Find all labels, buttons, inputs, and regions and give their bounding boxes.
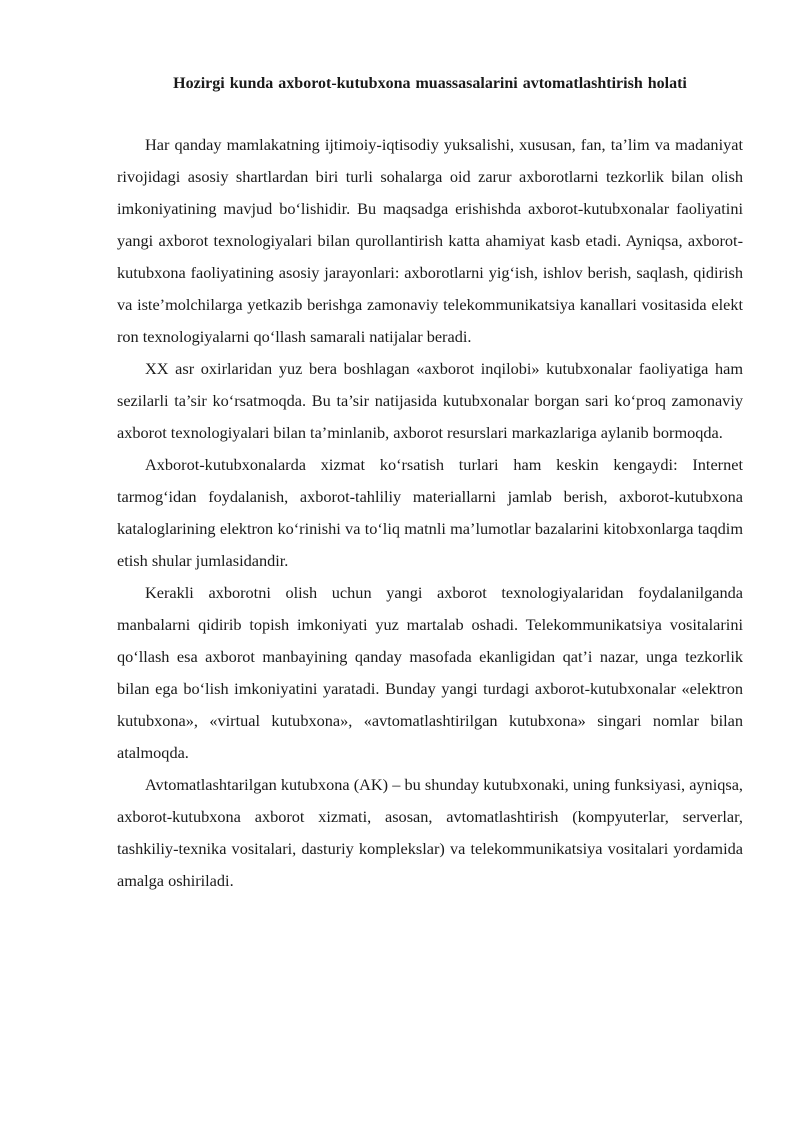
paragraph-4: Kerakli axborotni olish uchun yangi axborot texnologiyalaridan foydalanilganda manbalarni qidirib topish imkoniyati yuz martalab oshadi. Telekommunikatsiya vositalarini qo‘llash esa axborot manbayining qanday masofada ekanligidan qat’i nazar, unga tezkorlik bilan ega bo‘lish imkoniyatini yaratadi. Bunday yangi turdagi axborot-kutubxonalar «elektron kutubxona», «virtual kutubxona», «avtomatlashtirilgan kutubxona» singari nomlar bilan atalmoqda. — [117, 583, 743, 762]
paragraph-3: Axborot-kutubxonalarda xizmat ko‘rsatish turlari ham keskin kengaydi: Internet tarmog‘idan foydalanish, axborot-tahliliy materiallarni jamlab berish, axborot-kutubxona kataloglarining elektron ko‘rinishi va to‘liq matnli ma’lumotlar bazalarini kitobxonlarga taqdim etish shular jumlasidandir. — [117, 455, 743, 570]
paragraph-2: XX asr oxirlaridan yuz bera boshlagan «axborot inqilobi» kutubxonalar faoliyatiga ham sezilarli ta’sir ko‘rsatmoqda. Bu ta’sir natijasida kutubxonalar borgan sari ko‘proq zamonaviy axborot texnologiyalari bilan ta’minlanib, axborot resurslari markazlariga aylanib bormoqda. — [117, 359, 743, 442]
paragraph-1: Har qanday mamlakatning ijtimoiy-iqtisodiy yuksalishi, xususan, fan, ta’lim va madaniyat rivojidagi asosiy shartlardan biri turli sohalarga oid zarur axborotlarni tezkorlik bilan olish imkoniyatining mavjud bo‘lishidir. Bu maqsadga erishishda axborot-kutubxonalar faoliyatini yangi axborot texnologiyalari bilan qurollantirish katta ahamiyat kasb etadi. Ayniqsa, axborot-kutubxona faoliyatining asosiy jarayonlari: axborotlarni yig‘ish, ishlov berish, saqlash, qidirish va iste’molchilarga yetkazib berishga zamonaviy telekommunikatsiya kanallari vositasida elekt ron texnologiyalarni qo‘llash samarali natijalar beradi. — [117, 135, 743, 346]
paragraph-5: Avtomatlashtarilgan kutubxona (AK) – bu shunday kutubxonaki, uning funksiyasi, ayniqsa, axborot-kutubxona axborot xizmati, asosan, avtomatlashtirish (kompyuterlar, serverlar, tashkiliy-texnika vositalari, dasturiy komplekslar) va telekommunikatsiya vositalari yordamida amalga oshiriladi. — [117, 775, 743, 890]
document-title: Hozirgi kunda axborot-kutubxona muassasalarini avtomatlashtirish holati — [173, 75, 687, 92]
document-body — [117, 72, 743, 897]
